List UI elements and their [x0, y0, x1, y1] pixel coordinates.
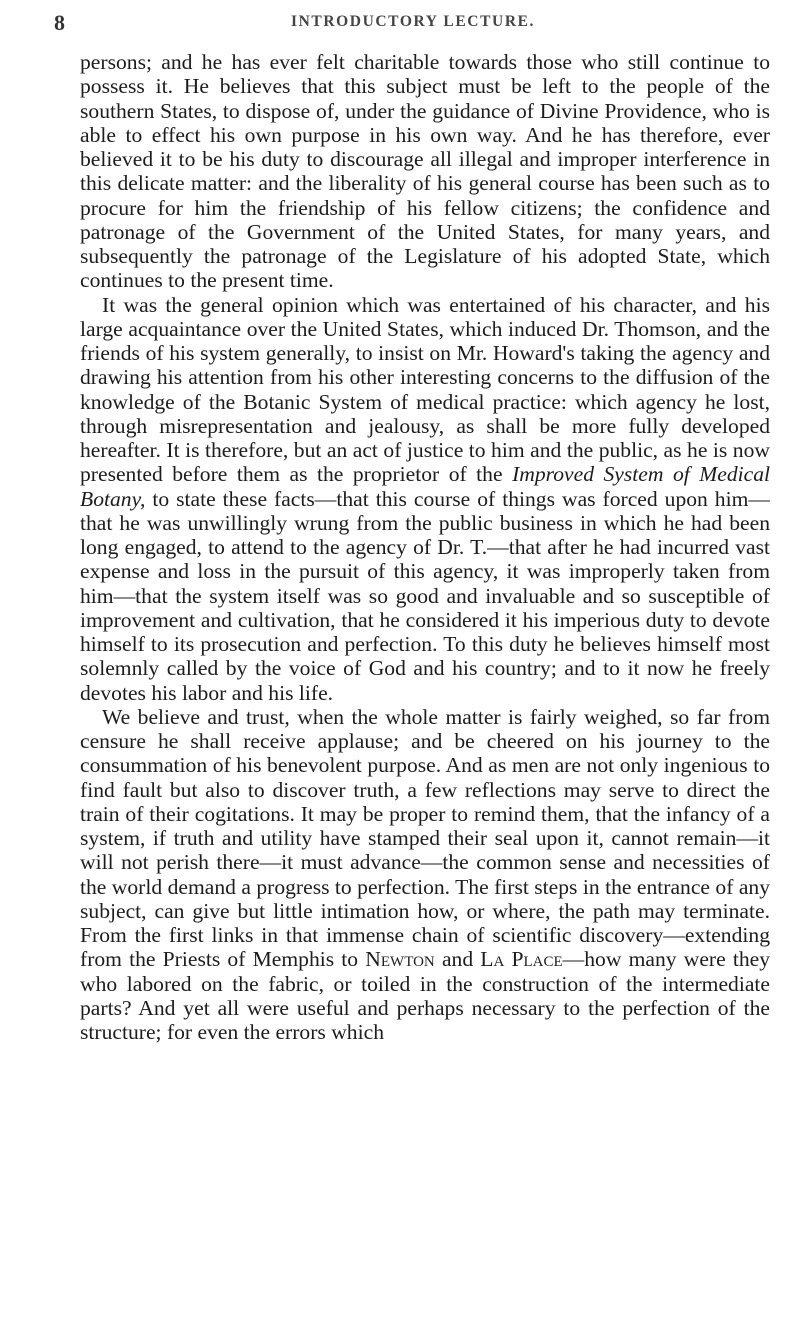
paragraph-2-text-a: It was the general opinion which was entertained of his character, and his large acquaintance over the United States, which induced Dr. Thomson, and the friends of his system generally, to insist on Mr. Howard's taking the agency and drawing his attention from his other interesting concerns to the diffusion of the knowledge of the Botanic System of medical practice: which agency he lost, through misrepresentation and jealousy, as shall be more fully developed hereafter. It is therefore, but an act of justice to him and the public, as he is now presented before them as the proprietor of the: [80, 292, 770, 487]
paragraph-2-text-b: to state these facts—that this course of things was forced upon him—that he was unwillingly wrung from the public business in which he had been long engaged, to attend to the agency of Dr. T.—that after he had incurred vast expense and loss in the pursuit of this agency, it was improperly taken from him—that the system itself was so good and invaluable and so susceptible of improvement and cultivation, that he considered it his imperious duty to devote himself to its prosecution and perfection. To this duty he believes himself most solemnly called by the voice of God and his country; and to it now he freely devotes his labor and his life.: [80, 486, 770, 705]
running-head: [48, 4, 778, 40]
paragraph-2: [80, 293, 770, 705]
running-title: INTRODUCTORY LECTURE.: [290, 13, 536, 30]
paragraph-3: [80, 705, 770, 1045]
paragraph-3-text-b: —how many were they who labored on the fabric, or toiled in the construction of the intermediate parts? And yet all were useful and perhaps necessary to the perfection of the structure; for even the errors which: [80, 947, 771, 1044]
name-la-place: La Place: [480, 947, 563, 972]
page-number: 8: [54, 10, 65, 35]
paragraph-3-text-a: We believe and trust, when the whole matter is fairly weighed, so far from censure he shall receive applause; and be cheered on his journey to the consummation of his benevolent purpose. And as men are not only ingenious to find fault but also to discover truth, a few reflections may serve to direct the train of their cogitations. It may be proper to remind them, that the infancy of a system, if truth and utility have stamped their seal upon it, cannot remain—it will not perish there—it must advance—the common sense and necessities of the world demand a progress to perfection. The first steps in the entrance of any subject, can give but little intimation how, or where, the path may terminate. From the first links in that immense chain of scientific discovery—extending from the Priests of Memphis to: [80, 704, 770, 972]
paragraph-1: [80, 50, 770, 293]
paragraph-1-text: persons; and he has ever felt charitable towards those who still continue to possess it. He believes that this subject must be left to the people of the southern States, to dispose of, under the guidance of Divine Providence, who is able to effect his own purpose in his own way. And he has therefore, ever believed it to be his duty to discourage all illegal and improper interference in this delicate matter: and the liberality of his general course has been such as to procure for him the friendship of his fellow citizens; the confidence and patronage of the Government of the United States, for many years, and subsequently the patronage of the Legislature of his adopted State, which continues to the present time.: [80, 50, 770, 293]
body-text: [80, 50, 770, 1044]
conjunction-and: and: [441, 947, 474, 972]
book-title-italic: Improved System of Medical Botany,: [80, 462, 771, 511]
name-newton: Newton: [365, 947, 435, 972]
